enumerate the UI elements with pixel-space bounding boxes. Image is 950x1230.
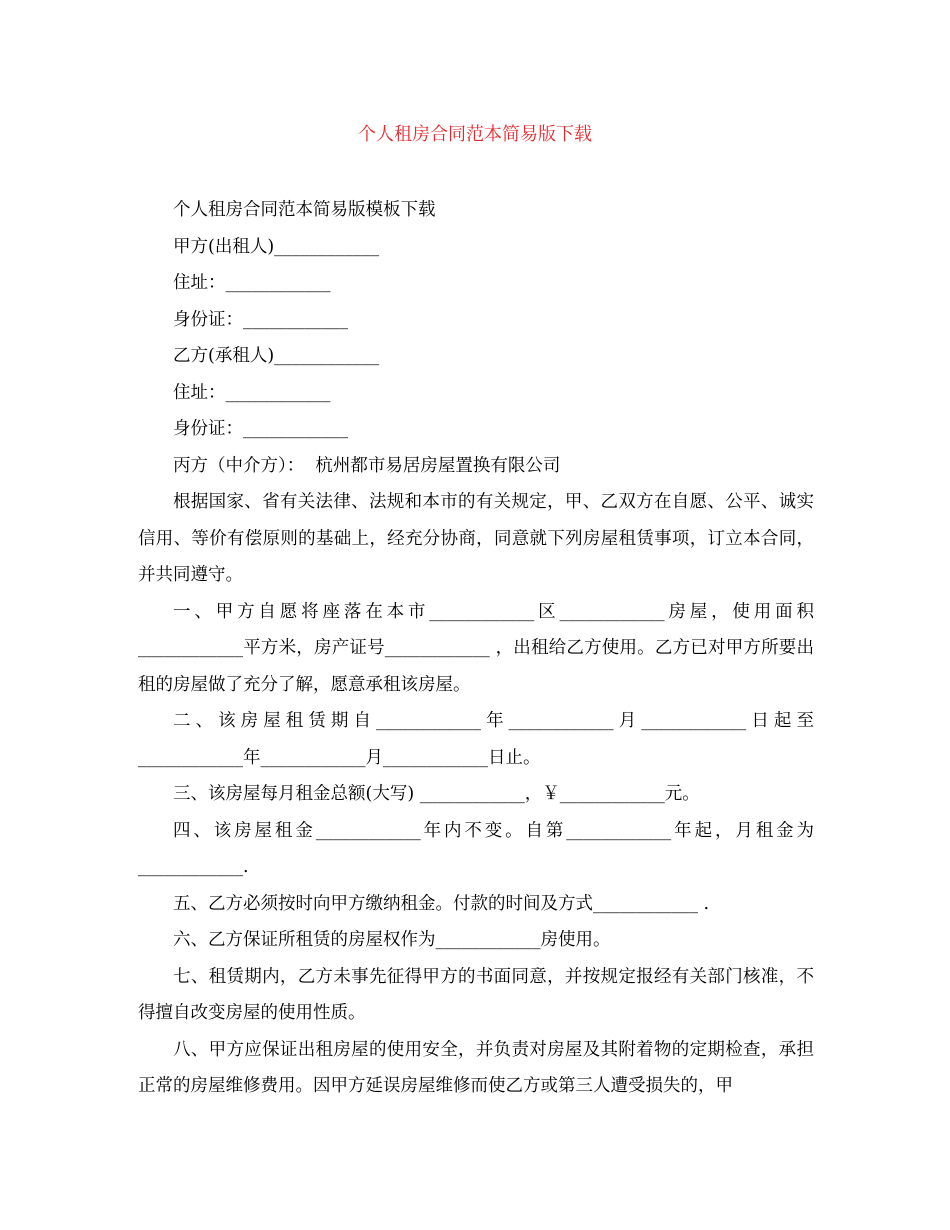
clause-5-paragraph: 五、乙方必须按时向甲方缴纳租金。付款的时间及方式____________ . (173, 893, 710, 914)
party-b-id-line: 身份证：____________ (173, 419, 348, 439)
clause-4-paragraph: 四、该房屋租金____________年内不变。自第____________年起，月租金为____________. (138, 820, 814, 877)
subtitle-paragraph: 个人租房合同范本简易版模板下载 (173, 200, 436, 220)
clause-2-paragraph: 二、该房屋租赁期自____________年____________月____________日起至____________年____________月____________日止。 (138, 711, 814, 768)
party-c-line: 丙方（中介方）： 杭州都市易居房屋置换有限公司 (173, 455, 561, 476)
document-title: 个人租房合同范本简易版下载 (358, 124, 592, 145)
clause-7-paragraph: 七、租赁期内，乙方未事先征得甲方的书面同意，并按规定报经有关部门核准，不得擅自改变房屋的使用性质。 (138, 966, 814, 1023)
party-a-address-line: 住址：____________ (173, 273, 331, 293)
clause-1-paragraph: 一、甲方自愿将座落在本市____________区____________房屋，使用面积____________平方米，房产证号____________ ，出租给乙方使用。乙方已对甲方所要出租的房屋做了充分了解，愿意承租该房屋。 (138, 601, 814, 695)
party-b-address-line: 住址：____________ (173, 382, 331, 403)
clause-3-paragraph: 三、该房屋每月租金总额(大写) ____________，￥____________元。 (173, 784, 700, 804)
party-b-line: 乙方(承租人)____________ (173, 346, 380, 366)
preamble-paragraph: 根据国家、省有关法律、法规和本市的有关规定，甲、乙双方在自愿、公平、诚实信用、等价有偿原则的基础上，经充分协商，同意就下列房屋租赁事项，订立本合同，并共同遵守。 (138, 492, 814, 585)
clause-8-paragraph: 八、甲方应保证出租房屋的使用安全，并负责对房屋及其附着物的定期检查，承担正常的房屋维修费用。因甲方延误房屋维修而使乙方或第三人遭受损失的，甲 (138, 1039, 814, 1096)
party-a-line: 甲方(出租人)____________ (173, 236, 380, 257)
document-body (138, 192, 814, 1105)
party-a-id-line: 身份证：____________ (173, 309, 348, 330)
clause-6-paragraph: 六、乙方保证所租赁的房屋权作为____________房使用。 (173, 930, 611, 950)
